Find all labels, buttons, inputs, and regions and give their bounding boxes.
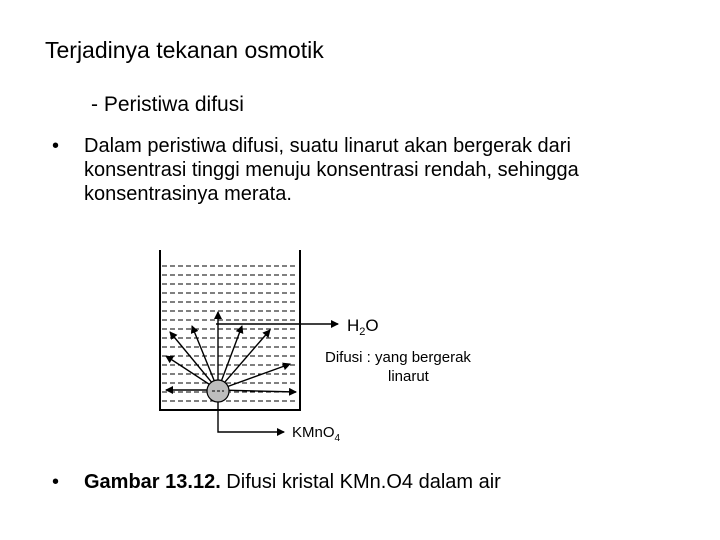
slide-subtitle: - Peristiwa difusi [91,93,244,116]
crystal-pointer [218,402,284,432]
figure-caption [52,470,672,494]
solute-label-line1: Difusi : yang bergerak [325,349,471,366]
caption-marker: • [52,471,60,493]
caption-text [84,470,501,494]
diffusion-diagram [150,240,530,450]
slide-title: Terjadinya tekanan osmotik [45,37,324,63]
caption-description: Difusi kristal KMn.O4 dalam air [220,471,501,493]
caption-figure-number: Gambar 13.12. [84,471,221,493]
water-label: $H_2O$ [347,316,379,338]
bullet-marker: • [52,135,60,157]
water-lines [162,266,298,401]
bullet-text: Dalam peristiwa difusi, suatu linarut akan bergerak dari konsentrasi tinggi menuju konsentrasi rendah, sehingga konsentrasinya merata. [84,135,579,205]
crystal-label: KMnO$_4$ [292,424,341,444]
solute-label-line2: linarut [388,368,429,385]
bullet-item [52,134,652,206]
